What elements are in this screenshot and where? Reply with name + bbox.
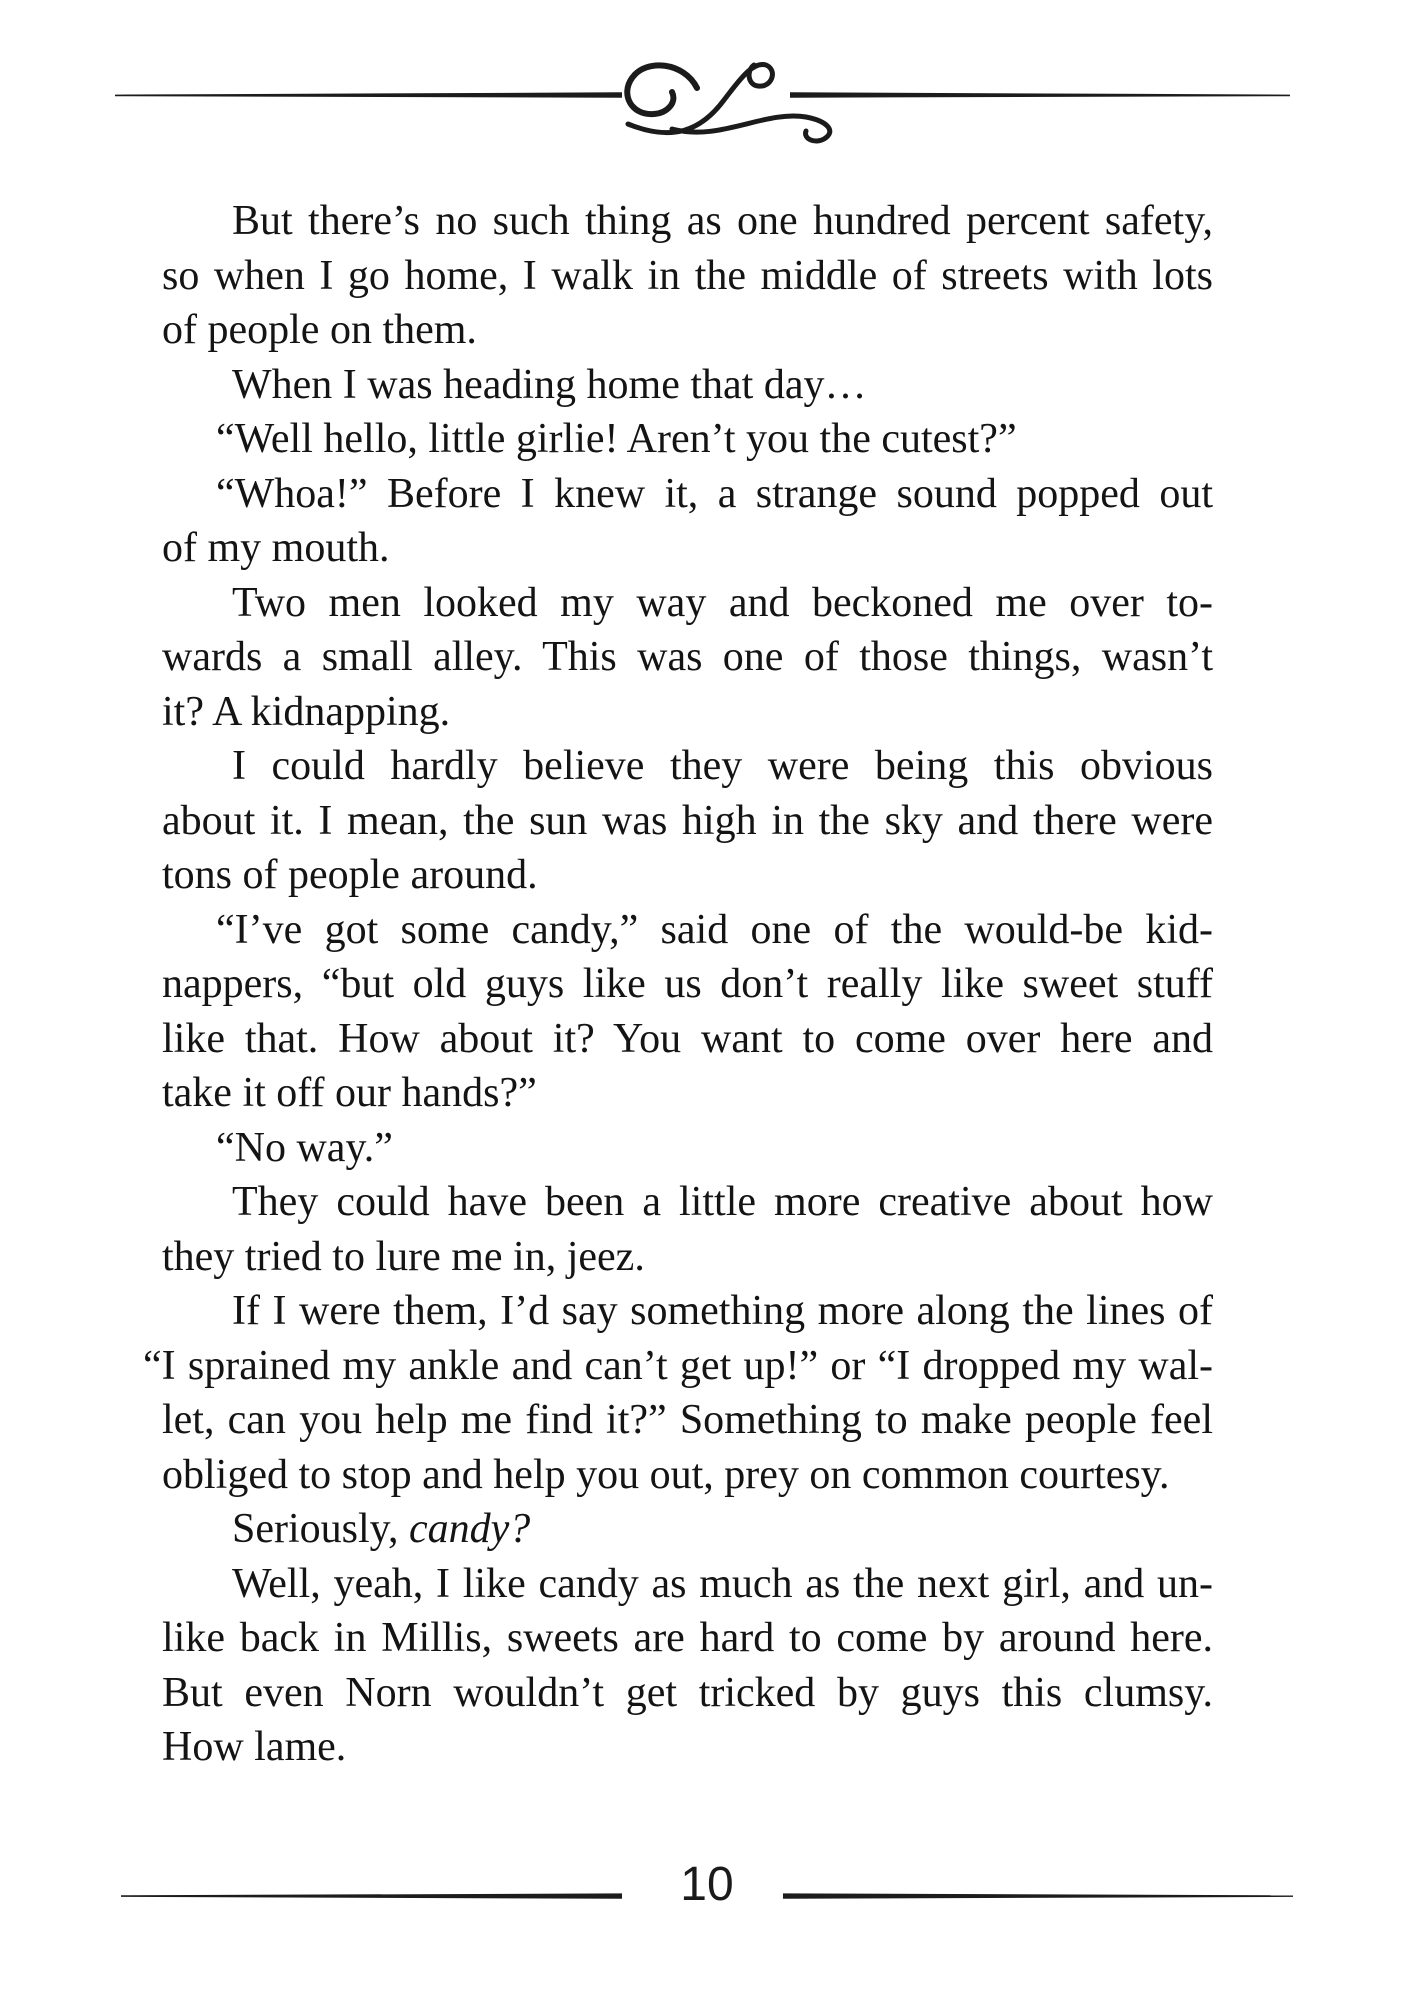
text-line: How lame. <box>162 1724 347 1770</box>
text-line: Well, yeah, I like candy as much as the next girl, and un- <box>232 1560 1213 1607</box>
text-line: wards a small alley. This was one of those things, wasn’t <box>162 634 1213 680</box>
text-line: of people on them. <box>162 307 477 353</box>
text-line: about it. I mean, the sun was high in the sky and there were <box>162 797 1213 844</box>
flourish-swirl-icon <box>627 65 830 141</box>
text-line: like that. How about it? You want to come over here and <box>162 1015 1213 1062</box>
text-line: like back in Millis, sweets are hard to come by around here. <box>162 1615 1213 1661</box>
text-line: let, can you help me find it?” Something to make people feel <box>162 1397 1213 1443</box>
text-line: “No way.” <box>216 1124 393 1171</box>
text-line: But even Norn wouldn’t get tricked by guys this clumsy. <box>162 1669 1213 1716</box>
text-line: tons of people around. <box>162 852 538 898</box>
text-line <box>162 1502 1213 1557</box>
footer-rule-right <box>783 1893 1293 1898</box>
header-rule-right <box>790 92 1290 97</box>
text-line: When I was heading home that day… <box>232 361 867 408</box>
page-number: 10 <box>680 1858 734 1911</box>
text-line: it? A kidnapping. <box>162 688 451 735</box>
footer-rule-left <box>121 1893 622 1898</box>
text-line: obliged to stop and help you out, prey on common courtesy. <box>162 1451 1170 1498</box>
text-line: of my mouth. <box>162 525 390 571</box>
text-line: I could hardly believe they were being this obvious <box>232 743 1213 789</box>
text-line: they tried to lure me in, jeez. <box>162 1233 645 1280</box>
text-line: nappers, “but old guys like us don’t really like sweet stuff <box>162 961 1213 1007</box>
text-line: Two men looked my way and beckoned me over to- <box>232 579 1213 626</box>
text-line: But there’s no such thing as one hundred percent safety, <box>232 198 1213 244</box>
text-line: They could have been a little more creative about how <box>232 1179 1213 1225</box>
italic-text-segment: candy? <box>408 1506 531 1552</box>
text-line: so when I go home, I walk in the middle of streets with lots <box>162 252 1213 299</box>
header-rule-left <box>115 92 622 97</box>
text-line: “I’ve got some candy,” said one of the would-be kid- <box>216 906 1213 953</box>
text-line: “Whoa!” Before I knew it, a strange sound popped out <box>216 470 1213 517</box>
body-text <box>143 194 1213 1775</box>
text-line: take it off our hands?” <box>162 1070 537 1116</box>
text-line: If I were them, I’d say something more along the lines of <box>232 1288 1213 1334</box>
text-line: “Well hello, little girlie! Aren’t you the cutest?” <box>216 416 1017 462</box>
text-line: “I sprained my ankle and can’t get up!” or “I dropped my wal- <box>143 1342 1213 1389</box>
text-segment: Seriously, <box>232 1506 409 1552</box>
